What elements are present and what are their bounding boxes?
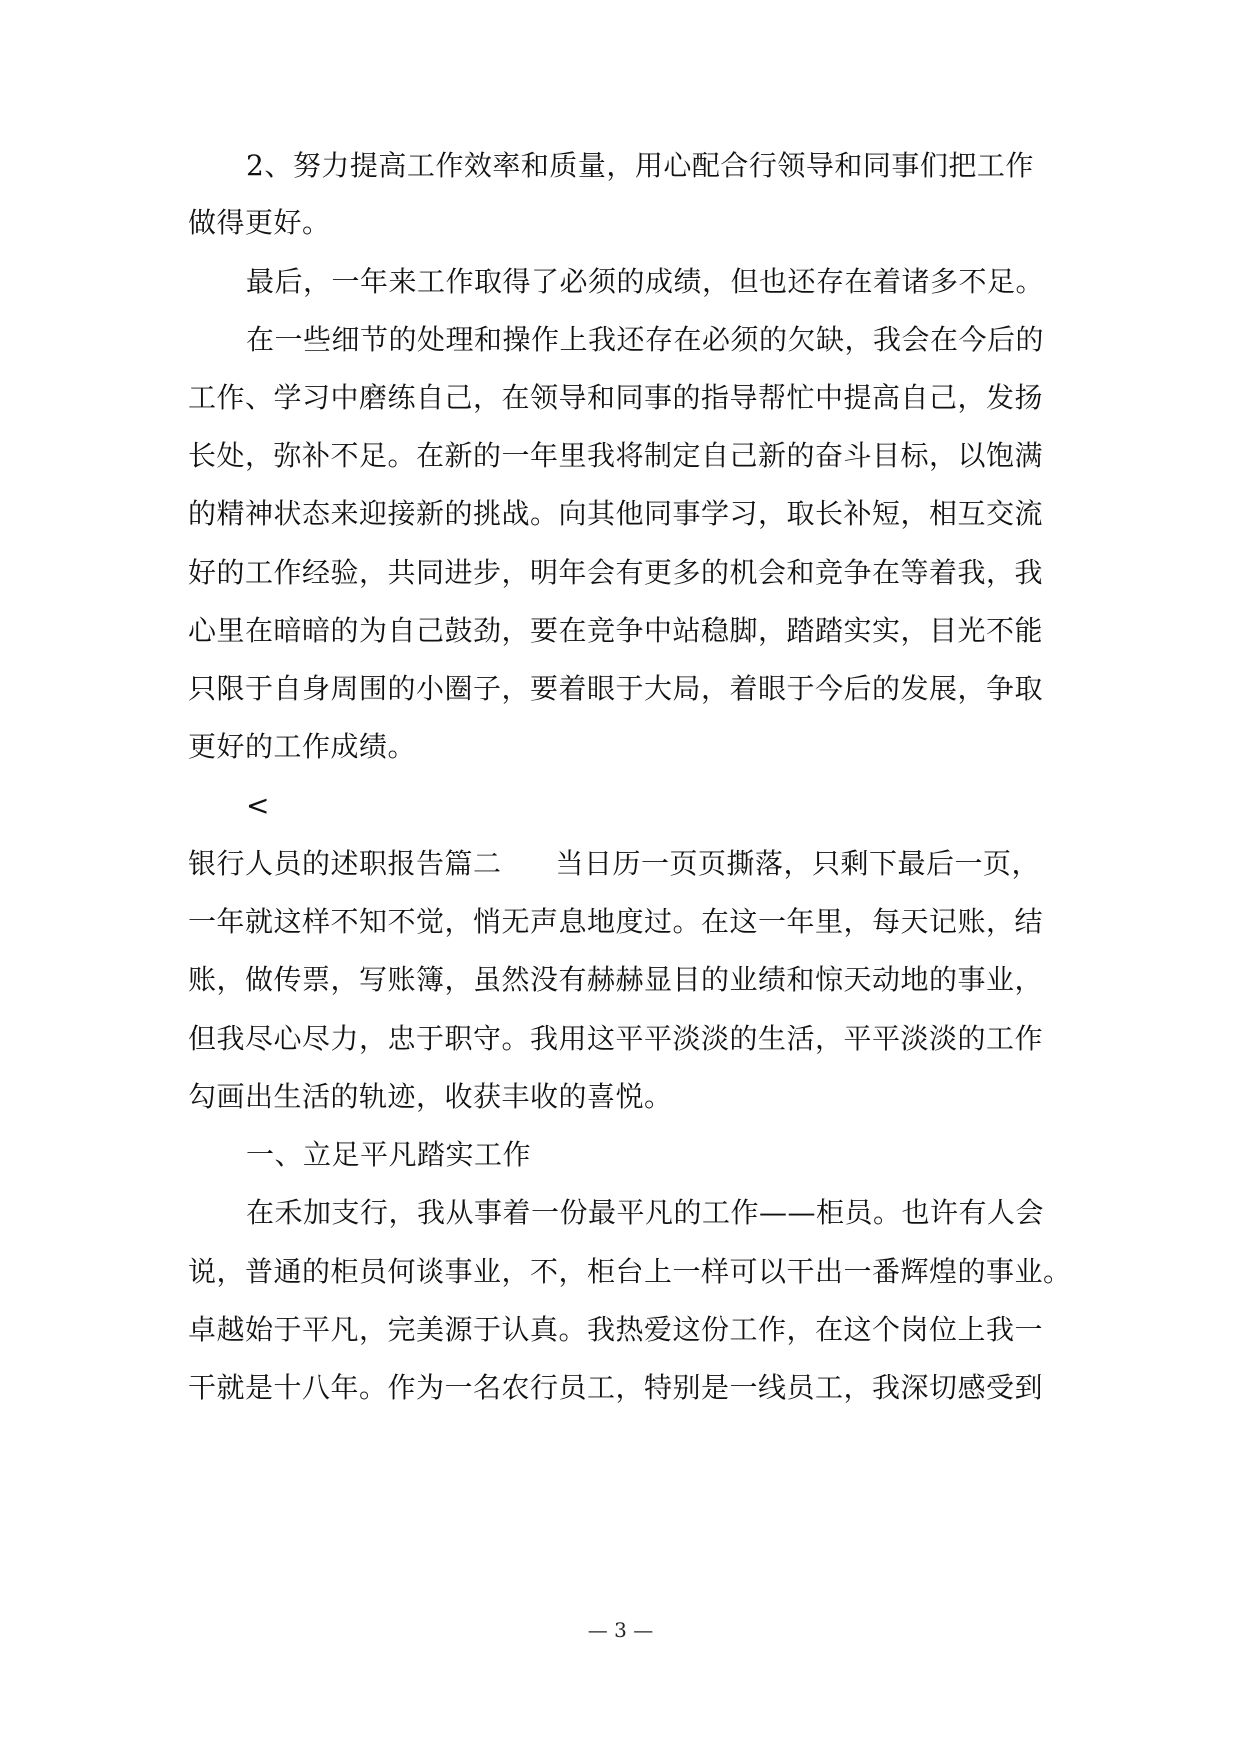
paragraph-line: 最后，一年来工作取得了必须的成绩，但也还存在着诸多不足。 [246,265,1045,298]
paragraph-line: 的精神状态来迎接新的挑战。向其他同事学习，取长补短，相互交流 [188,497,1044,530]
paragraph-line: 在一些细节的处理和操作上我还存在必须的欠缺，我会在今后的 [246,323,1045,356]
paragraph-line: 勾画出生活的轨迹，收获丰收的喜悦。 [188,1080,673,1113]
paragraph-line: 卓越始于平凡，完美源于认真。我热爱这份工作，在这个岗位上我一 [188,1313,1044,1346]
page-number: — 3 — [587,1618,654,1642]
section-title: 银行人员的述职报告篇二 [188,847,502,880]
paragraph-line: 更好的工作成绩。 [188,730,417,763]
paragraph-line: 做得更好。 [188,206,331,239]
paragraph-line: 好的工作经验，共同进步，明年会有更多的机会和竞争在等着我，我 [188,556,1044,589]
paragraph-line: 只限于自身周围的小圈子，要着眼于大局，着眼于今后的发展，争取 [188,672,1044,705]
section-first-line: 当日历一页页撕落，只剩下最后一页， [555,847,1041,880]
paragraph-line: 在禾加支行，我从事着一份最平凡的工作——柜员。也许有人会 [246,1196,1045,1229]
paragraph-line: 但我尽心尽力，忠于职守。我用这平平淡淡的生活，平平淡淡的工作 [188,1022,1044,1055]
paragraph-line: 心里在暗暗的为自己鼓劲，要在竞争中站稳脚，踏踏实实，目光不能 [188,614,1044,647]
subsection-heading: 一、立足平凡踏实工作 [246,1138,532,1171]
paragraph-line: 账，做传票，写账簿，虽然没有赫赫显目的业绩和惊天动地的事业， [188,963,1044,996]
paragraph-line: 2、努力提高工作效率和质量，用心配合行领导和同事们把工作 [246,149,1034,182]
section-heading-line [188,844,1040,884]
stray-bracket-symbol: < [246,789,270,822]
paragraph-line: 说，普通的柜员何谈事业，不，柜台上一样可以干出一番辉煌的事业。 [188,1255,1072,1288]
paragraph-line: 干就是十八年。作为一名农行员工，特别是一线员工，我深切感受到 [188,1371,1044,1404]
paragraph-line: 一年就这样不知不觉，悄无声息地度过。在这一年里，每天记账，结 [188,905,1044,938]
paragraph-line: 工作、学习中磨练自己，在领导和同事的指导帮忙中提高自己，发扬 [188,381,1044,414]
paragraph-line: 长处，弥补不足。在新的一年里我将制定自己新的奋斗目标，以饱满 [188,439,1044,472]
